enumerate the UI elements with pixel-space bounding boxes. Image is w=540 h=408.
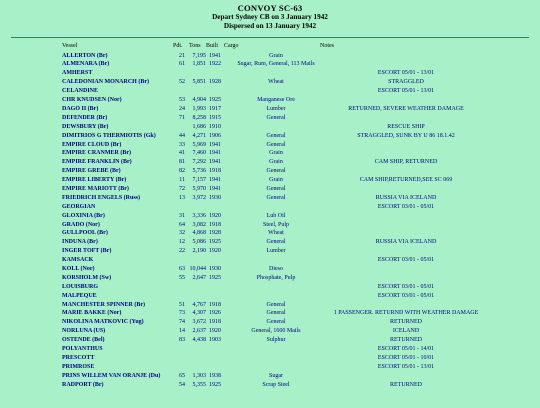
cell-pdt: 53	[179, 97, 185, 104]
cell-vessel: CHR KNUDSEN (Nor)	[62, 97, 122, 104]
cell-tons: 4,767	[192, 301, 206, 308]
cell-pdt: 61	[179, 61, 185, 68]
cell-notes: RUSSIA VIA ICELAND	[375, 194, 437, 201]
cell-tons: 5,970	[192, 185, 206, 192]
cell-notes: ESCORT 03/01 - 05/01	[377, 257, 435, 264]
cell-cargo: Lumber	[266, 248, 286, 255]
table-header	[0, 43, 540, 52]
cell-cargo: Grain	[269, 177, 283, 184]
cell-cargo: General	[266, 132, 286, 139]
cell-tons: 4,904	[192, 97, 206, 104]
table-row	[0, 247, 540, 256]
cell-notes: RETURNED	[390, 381, 422, 388]
cell-built: 1941	[209, 141, 221, 148]
cell-notes: ESCORT 05/01 - 13/01	[377, 363, 435, 370]
cell-tons: 1,303	[192, 372, 206, 379]
table-row	[0, 87, 540, 96]
cell-built: 1941	[209, 150, 221, 157]
cell-built: 1928	[209, 79, 221, 86]
cell-notes: ESCORT 03/01 - 05/01	[377, 283, 435, 290]
cell-built: 1903	[209, 337, 221, 344]
cell-notes: RUSSIA VIA ICELAND	[375, 239, 437, 246]
cell-pdt: 41	[179, 150, 185, 157]
cell-pdt: 12	[179, 239, 185, 246]
col-notes-header: Notes	[320, 42, 334, 49]
cell-vessel: EMPIRE FRANKLIN (Br)	[62, 159, 132, 166]
table-row	[0, 283, 540, 292]
departure-line: Depart Sydney CB on 3 January 1942	[212, 13, 328, 21]
cell-vessel: KOLL (Nor)	[62, 265, 95, 272]
cell-built: 1930	[209, 265, 221, 272]
cell-built: 1941	[209, 52, 221, 59]
cell-pdt: 74	[179, 319, 185, 326]
table-row	[0, 238, 540, 247]
cell-built: 1922	[209, 61, 221, 68]
cell-built: 1925	[209, 97, 221, 104]
cell-tons: 7,460	[192, 150, 206, 157]
cell-cargo: General	[266, 114, 286, 121]
cell-vessel: OSTENDE (Bel)	[62, 337, 105, 344]
cell-vessel: NIKOLINA MATKOVIC (Yug)	[62, 319, 144, 326]
cell-tons: 10,044	[189, 265, 206, 272]
cell-vessel: POLYANTHUS	[62, 345, 103, 352]
cell-vessel: LOUISBURG	[62, 283, 99, 290]
cell-cargo: Phosphate, Pulp	[256, 274, 296, 281]
table-row	[0, 149, 540, 158]
cell-pdt: 82	[179, 168, 185, 175]
table-row	[0, 292, 540, 301]
cell-built: 1918	[209, 168, 221, 175]
dispersal-line: Dispersed on 13 January 1942	[223, 21, 317, 30]
cell-vessel: FRIEDRICH ENGELS (Russ)	[62, 194, 141, 201]
table-row	[0, 194, 540, 203]
cell-built: 1918	[209, 301, 221, 308]
table-row	[0, 327, 540, 336]
cell-cargo: Steel, Pulp	[262, 221, 289, 228]
table-row	[0, 354, 540, 363]
cell-tons: 5,969	[192, 141, 206, 148]
cell-cargo: Scrap Steel	[262, 381, 290, 388]
table-row	[0, 132, 540, 141]
cell-vessel: EMPIRE MARIOTT (Br)	[62, 185, 129, 192]
cell-cargo: General	[266, 141, 286, 148]
cell-pdt: 22	[179, 248, 185, 255]
cell-notes: ESCORT 05/01 - 13/01	[377, 70, 435, 77]
cell-notes: ICELAND	[392, 328, 420, 335]
cell-tons: 1,686	[192, 123, 206, 130]
cell-vessel: KAMSACK	[62, 257, 94, 264]
cell-tons: 5,086	[192, 239, 206, 246]
cell-pdt: 11	[179, 177, 185, 184]
cell-vessel: PRIMROSE	[62, 363, 95, 370]
cell-pdt: 64	[179, 221, 185, 228]
cell-vessel: ALMENARA (Br)	[62, 61, 110, 68]
table-row	[0, 318, 540, 327]
cell-notes: ESCORT 05/01 - 13/01	[377, 88, 435, 95]
cell-vessel: RADPORT (Br)	[62, 381, 104, 388]
cell-pdt: 55	[179, 274, 185, 281]
cell-vessel: INDUNA (Br)	[62, 239, 98, 246]
table-row	[0, 60, 540, 69]
cell-cargo: Manganese Ore	[257, 97, 295, 104]
page-title: CONVOY SC-63	[237, 3, 303, 13]
header-divider	[11, 37, 529, 38]
cell-notes: ESCORT 05/01 - 10/01	[377, 354, 435, 361]
cell-built: 1918	[209, 221, 221, 228]
col-vessel-header: Vessel	[62, 42, 78, 49]
table-row	[0, 185, 540, 194]
cell-notes: ESCORT 05/01 - 14/01	[377, 345, 435, 352]
col-pdt-header: Pdt.	[173, 42, 183, 49]
cell-notes: CAM SHIP, RETURNED	[374, 159, 438, 166]
cell-built: 1925	[209, 274, 221, 281]
cell-pdt: 54	[179, 381, 185, 388]
cell-notes: CAM SHIP,RETURNED,SEE SC 069	[359, 177, 453, 184]
cell-built: 1918	[209, 319, 221, 326]
cell-built: 1930	[209, 194, 221, 201]
cell-pdt: 63	[179, 265, 185, 272]
cell-pdt: 21	[179, 52, 185, 59]
table-row	[0, 372, 540, 381]
cell-vessel: EMPIRE CRANMER (Br)	[62, 150, 131, 157]
cell-built: 1917	[209, 105, 221, 112]
table-row	[0, 105, 540, 114]
col-built-header: Built	[206, 42, 219, 49]
cell-built: 1920	[209, 212, 221, 219]
cell-vessel: INGER TOFT (Br)	[62, 248, 112, 255]
cell-vessel: AMHERST	[62, 70, 93, 77]
cell-tons: 4,271	[192, 132, 206, 139]
cell-cargo: General	[266, 185, 286, 192]
cell-tons: 5,736	[192, 168, 206, 175]
cell-built: 1915	[209, 114, 221, 121]
table-row	[0, 256, 540, 265]
cell-built: 1906	[209, 132, 221, 139]
cell-notes: STRAGGLED	[388, 79, 424, 86]
cell-cargo: General	[266, 194, 286, 201]
cell-notes: ESCORT 03/01 - 05/01	[377, 203, 435, 210]
cell-tons: 3,336	[192, 212, 206, 219]
convoy-table	[0, 52, 540, 390]
cell-vessel: MARIE BAKKE (Nor)	[62, 310, 122, 317]
table-row	[0, 336, 540, 345]
cell-pdt: 14	[179, 328, 185, 335]
cell-vessel: GULLPOOL (Br)	[62, 230, 108, 237]
cell-tons: 7,292	[192, 159, 206, 166]
table-row	[0, 114, 540, 123]
table-row	[0, 221, 540, 230]
cell-cargo: General	[266, 319, 286, 326]
cell-pdt: 44	[179, 132, 185, 139]
cell-cargo: Sugar	[269, 372, 283, 379]
cell-vessel: DEFENDER (Br)	[62, 114, 108, 121]
table-row	[0, 203, 540, 212]
cell-vessel: MANCHESTER SPINNER (Br)	[62, 301, 146, 308]
cell-built: 1910	[209, 123, 221, 130]
cell-cargo: Grain	[269, 159, 283, 166]
cell-cargo: Wheat	[268, 230, 284, 237]
cell-built: 1941	[209, 177, 221, 184]
cell-pdt: 32	[179, 230, 185, 237]
cell-vessel: NORLUNA (US)	[62, 328, 106, 335]
cell-vessel: DIMITRIOS G THERMIOTIS (Gk)	[62, 132, 156, 139]
cell-vessel: EMPIRE GREBE (Br)	[62, 168, 121, 175]
cell-pdt: 33	[179, 141, 185, 148]
cell-notes: ESCORT 03/01 - 05/01	[377, 292, 435, 299]
table-row	[0, 123, 540, 132]
table-row	[0, 69, 540, 78]
cell-notes: RETURNED, SEVERE WEATHER DAMAGE	[348, 105, 464, 112]
cell-built: 1941	[209, 159, 221, 166]
col-cargo-header: Cargo	[224, 42, 239, 49]
cell-cargo: Lub Oil	[266, 212, 286, 219]
cell-cargo: General	[266, 310, 286, 317]
cell-pdt: 65	[179, 372, 185, 379]
cell-built: 1925	[209, 381, 221, 388]
cell-tons: 4,307	[192, 310, 206, 317]
table-row	[0, 381, 540, 390]
cell-tons: 2,637	[192, 328, 206, 335]
cell-notes: STRAGGLED, SUNK BY U 86 18.1.42	[357, 132, 455, 139]
cell-pdt: 72	[179, 185, 185, 192]
col-tons-header: Tons	[189, 42, 201, 49]
cell-notes: RESCUE SHIP	[387, 123, 425, 130]
cell-built: 1920	[209, 328, 221, 335]
cell-tons: 5,851	[192, 79, 206, 86]
cell-cargo: Sulphur	[266, 337, 286, 344]
cell-vessel: KORSHOLM (Sw)	[62, 274, 112, 281]
cell-built: 1920	[209, 248, 221, 255]
cell-pdt: 13	[179, 194, 185, 201]
table-row	[0, 363, 540, 372]
table-row	[0, 265, 540, 274]
cell-vessel: DAGO II (Br)	[62, 105, 99, 112]
cell-pdt: 24	[179, 105, 185, 112]
cell-vessel: CALEDONIAN MONARCH (Br)	[62, 79, 149, 86]
page-header	[0, 3, 540, 31]
cell-cargo: Dieso	[269, 265, 283, 272]
cell-cargo: General	[266, 301, 286, 308]
cell-cargo: General, 1600 Mails	[251, 328, 301, 335]
cell-tons: 8,258	[192, 114, 206, 121]
cell-built: 1928	[209, 230, 221, 237]
table-row	[0, 96, 540, 105]
cell-cargo: Sugar, Rum, General, 113 Mails	[237, 61, 315, 68]
cell-vessel: MALPEQUE	[62, 292, 97, 299]
table-row	[0, 52, 540, 61]
cell-pdt: 51	[179, 301, 185, 308]
cell-tons: 1,851	[192, 61, 206, 68]
cell-tons: 4,868	[192, 230, 206, 237]
cell-tons: 3,082	[192, 221, 206, 228]
cell-vessel: PRESCOTT	[62, 354, 95, 361]
cell-cargo: Grain	[269, 52, 283, 59]
cell-cargo: Grain	[269, 150, 283, 157]
table-row	[0, 158, 540, 167]
table-row	[0, 309, 540, 318]
table-row	[0, 167, 540, 176]
cell-pdt: 73	[179, 310, 185, 317]
cell-vessel: GLOXINIA (Br)	[62, 212, 105, 219]
cell-vessel: GRADO (Nor)	[62, 221, 100, 228]
cell-notes: 1 PASSENGER. RETURND WITH WEATHER DAMAGE	[333, 310, 479, 317]
cell-pdt: 31	[179, 212, 185, 219]
cell-tons: 7,157	[192, 177, 206, 184]
cell-notes: RETURNED	[390, 319, 422, 326]
cell-tons: 3,972	[192, 194, 206, 201]
cell-tons: 2,647	[192, 274, 206, 281]
cell-tons: 3,672	[192, 319, 206, 326]
cell-cargo: Wheat	[268, 79, 284, 86]
table-row	[0, 229, 540, 238]
table-row	[0, 176, 540, 185]
table-row	[0, 301, 540, 310]
cell-tons: 2,190	[192, 248, 206, 255]
table-row	[0, 212, 540, 221]
table-row	[0, 78, 540, 87]
cell-built: 1938	[209, 372, 221, 379]
cell-pdt: 81	[179, 159, 185, 166]
cell-built: 1925	[209, 239, 221, 246]
cell-cargo: General	[266, 239, 286, 246]
cell-pdt: 52	[179, 79, 185, 86]
cell-tons: 1,993	[192, 105, 206, 112]
cell-built: 1941	[209, 185, 221, 192]
cell-vessel: DEWSBURY (Br)	[62, 123, 109, 130]
cell-vessel: EMPIRE LIBERTY (Br)	[62, 177, 127, 184]
cell-vessel: ALLERTON (Br)	[62, 52, 108, 59]
cell-notes: RETURNED	[390, 337, 422, 344]
cell-cargo: General	[266, 168, 286, 175]
cell-pdt: 71	[179, 114, 185, 121]
cell-vessel: EMPIRE CLOUD (Br)	[62, 141, 122, 148]
table-row	[0, 274, 540, 283]
cell-tons: 4,438	[192, 337, 206, 344]
cell-vessel: GEORGIAN	[62, 203, 96, 210]
cell-cargo: Lumber	[266, 105, 286, 112]
cell-tons: 7,195	[192, 52, 206, 59]
cell-vessel: PRINS WILLEM VAN ORANJE (Du)	[62, 372, 161, 379]
table-row	[0, 141, 540, 150]
cell-vessel: CELANDINE	[62, 88, 99, 95]
cell-built: 1926	[209, 310, 221, 317]
cell-tons: 5,355	[192, 381, 206, 388]
cell-pdt: 83	[179, 337, 185, 344]
table-row	[0, 345, 540, 354]
